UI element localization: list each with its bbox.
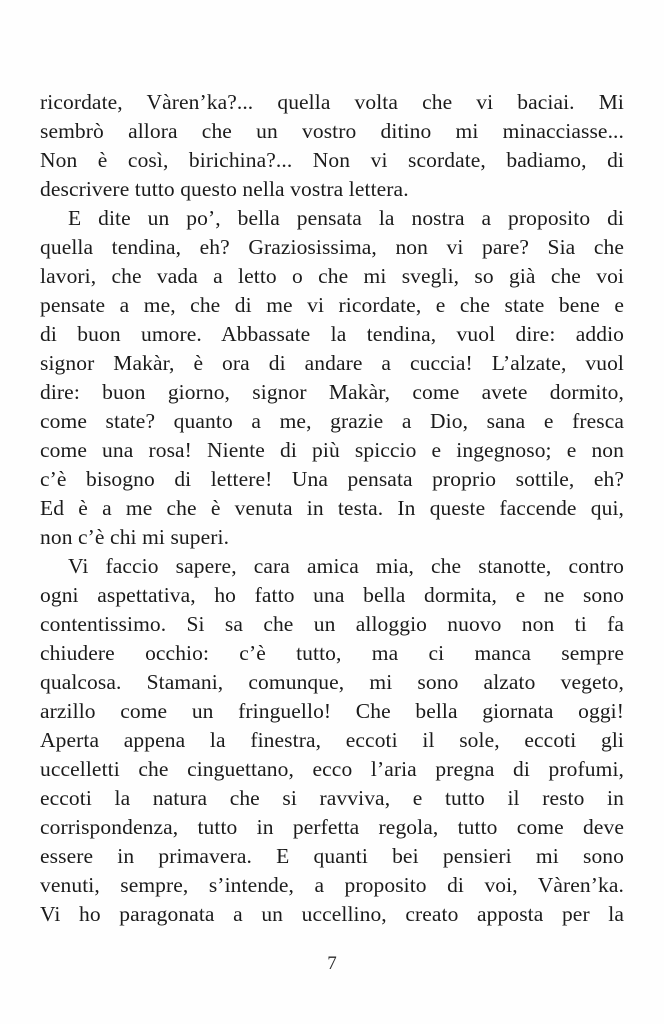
text-line: eccoti la natura che si ravviva, e tutto il resto in xyxy=(40,786,624,810)
text-line: dire: buon giorno, signor Makàr, come avete dormito, xyxy=(40,380,624,404)
text-line: corrispondenza, tutto in perfetta regola, tutto come deve xyxy=(40,815,624,839)
text-line: chiudere occhio: c’è tutto, ma ci manca sempre xyxy=(40,641,624,665)
page-number: 7 xyxy=(327,953,337,974)
text-line: di buon umore. Abbassate la tendina, vuol dire: addio xyxy=(40,322,624,346)
text-line: lavori, che vada a letto o che mi svegli, so già che voi xyxy=(40,264,624,288)
text-line: sembrò allora che un vostro ditino mi minacciasse... xyxy=(40,119,624,143)
paragraph xyxy=(40,88,624,204)
paragraph xyxy=(40,552,624,929)
text-line: Aperta appena la finestra, eccoti il sole, eccoti gli xyxy=(40,728,624,752)
text-line: descrivere tutto questo nella vostra lettera. xyxy=(40,177,409,201)
text-line: E dite un po’, bella pensata la nostra a proposito di xyxy=(68,206,624,230)
text-line: come state? quanto a me, grazie a Dio, sana e fresca xyxy=(40,409,624,433)
text-line: arzillo come un fringuello! Che bella giornata oggi! xyxy=(40,699,624,723)
text-line: venuti, sempre, s’intende, a proposito di voi, Vàren’ka. xyxy=(40,873,624,897)
text-line: come una rosa! Niente di più spiccio e ingegnoso; e non xyxy=(40,438,624,462)
text-line: Vi faccio sapere, cara amica mia, che stanotte, contro xyxy=(68,554,624,578)
text-line: signor Makàr, è ora di andare a cuccia! L’alzate, vuol xyxy=(40,351,624,375)
text-line: Vi ho paragonata a un uccellino, creato apposta per la xyxy=(40,902,624,926)
text-line: qualcosa. Stamani, comunque, mi sono alzato vegeto, xyxy=(40,670,624,694)
text-line: uccelletti che cinguettano, ecco l’aria pregna di profumi, xyxy=(40,757,624,781)
page-text xyxy=(40,88,624,929)
text-line: ogni aspettativa, ho fatto una bella dormita, e ne sono xyxy=(40,583,624,607)
text-line: pensate a me, che di me vi ricordate, e che state bene e xyxy=(40,293,624,317)
text-line: Non è così, birichina?... Non vi scordate, badiamo, di xyxy=(40,148,624,172)
text-line: essere in primavera. E quanti bei pensieri mi sono xyxy=(40,844,624,868)
text-line: quella tendina, eh? Graziosissima, non vi pare? Sia che xyxy=(40,235,624,259)
paragraph xyxy=(40,204,624,552)
text-line: non c’è chi mi superi. xyxy=(40,525,230,549)
text-line: ricordate, Vàren’ka?... quella volta che vi baciai. Mi xyxy=(40,90,624,114)
text-line: Ed è a me che è venuta in testa. In queste faccende qui, xyxy=(40,496,624,520)
text-line: contentissimo. Si sa che un alloggio nuovo non ti fa xyxy=(40,612,624,636)
text-line: c’è bisogno di lettere! Una pensata proprio sottile, eh? xyxy=(40,467,624,491)
